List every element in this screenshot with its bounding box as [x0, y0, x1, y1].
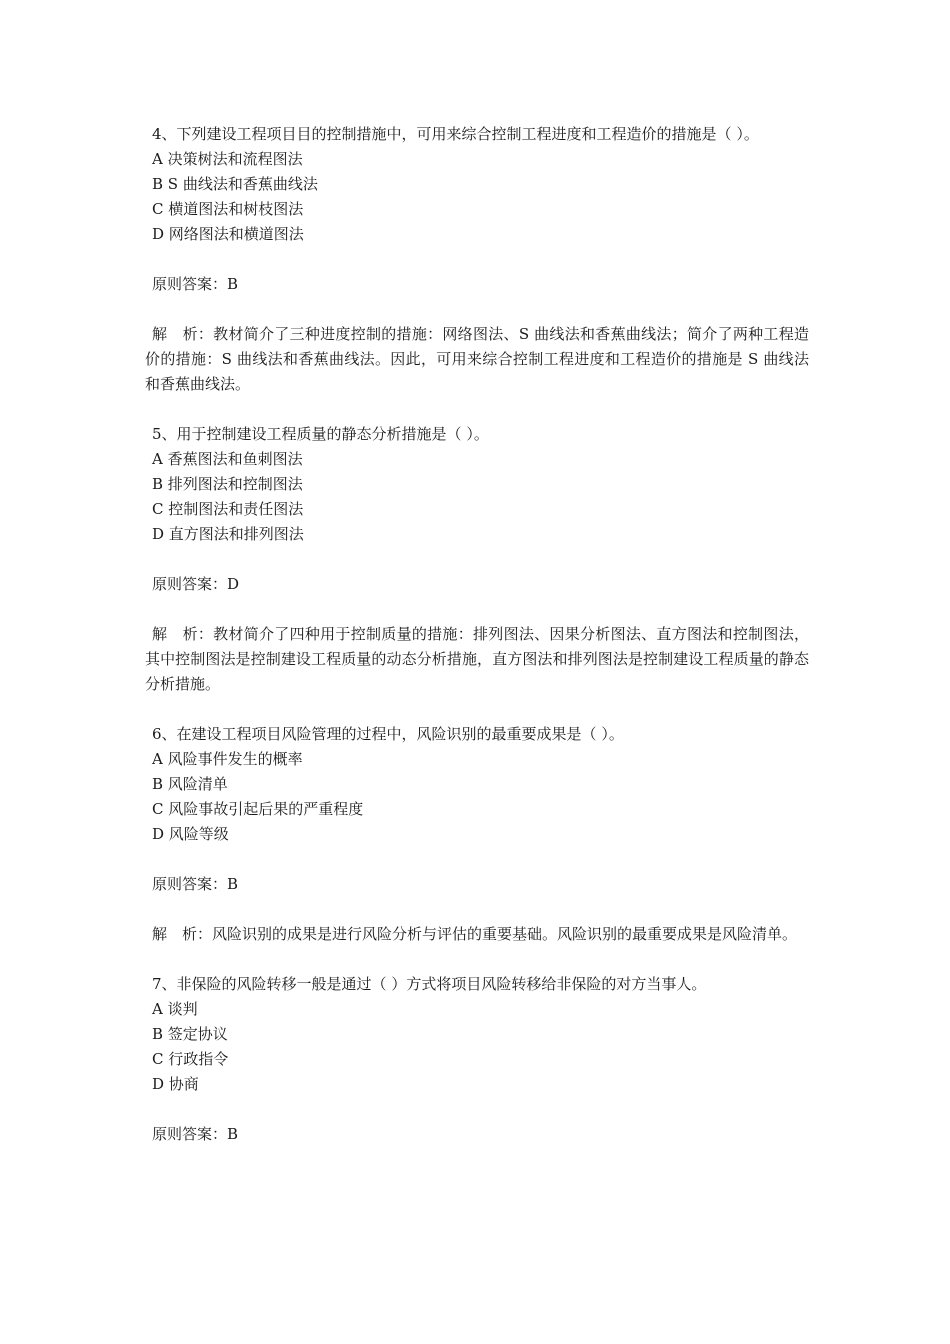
analysis-text: 解 析：教材简介了四种用于控制质量的措施：排列图法、因果分析图法、直方图法和控制图法，其中控制图法是控制建设工程质量的动态分析措施，直方图法和排列图法是控制建设工程质量的静态分析措施。 [145, 625, 809, 693]
spacer [145, 1097, 809, 1122]
option-a: A 香蕉图法和鱼刺图法 [152, 450, 303, 468]
option-d: D 网络图法和横道图法 [152, 225, 304, 243]
question-6 [145, 722, 809, 972]
spacer [145, 397, 809, 422]
spacer [145, 297, 809, 322]
question-text: 7、非保险的风险转移一般是通过（ ）方式将项目风险转移给非保险的对方当事人。 [152, 975, 707, 993]
question-7 [145, 972, 809, 1147]
standard-answer: 原则答案：D [152, 575, 240, 593]
option-b: B 签定协议 [152, 1025, 228, 1043]
spacer [145, 897, 809, 922]
spacer [145, 247, 809, 272]
analysis-text: 解 析：风险识别的成果是进行风险分析与评估的重要基础。风险识别的最重要成果是风险清单。 [152, 925, 798, 943]
analysis-text: 解 析：教材简介了三种进度控制的措施：网络图法、S 曲线法和香蕉曲线法；简介了两种工程造价的措施：S 曲线法和香蕉曲线法。因此，可用来综合控制工程进度和工程造价的措施是 S 曲线法和香蕉曲线法。 [145, 325, 809, 393]
option-a: A 决策树法和流程图法 [152, 150, 303, 168]
option-a: A 风险事件发生的概率 [152, 750, 303, 768]
question-text: 4、下列建设工程项目目的控制措施中，可用来综合控制工程进度和工程造价的措施是（ ）。 [152, 125, 759, 143]
option-b: B 排列图法和控制图法 [152, 475, 303, 493]
option-d: D 风险等级 [152, 825, 229, 843]
document-page [145, 122, 809, 1147]
option-c: C 横道图法和树枝图法 [152, 200, 304, 218]
question-5 [145, 422, 809, 722]
question-4 [145, 122, 809, 422]
spacer [145, 847, 809, 872]
standard-answer: 原则答案：B [152, 275, 239, 293]
option-c: C 行政指令 [152, 1050, 229, 1068]
question-text: 5、用于控制建设工程质量的静态分析措施是（ ）。 [152, 425, 489, 443]
option-b: B 风险清单 [152, 775, 228, 793]
option-b: B S 曲线法和香蕉曲线法 [152, 175, 318, 193]
standard-answer: 原则答案：B [152, 1125, 239, 1143]
standard-answer: 原则答案：B [152, 875, 239, 893]
option-a: A 谈判 [152, 1000, 198, 1018]
spacer [145, 547, 809, 572]
option-c: C 控制图法和责任图法 [152, 500, 304, 518]
option-d: D 直方图法和排列图法 [152, 525, 304, 543]
option-c: C 风险事故引起后果的严重程度 [152, 800, 364, 818]
spacer [145, 697, 809, 722]
question-text: 6、在建设工程项目风险管理的过程中，风险识别的最重要成果是（ ）。 [152, 725, 624, 743]
spacer [145, 597, 809, 622]
option-d: D 协商 [152, 1075, 199, 1093]
spacer [145, 947, 809, 972]
